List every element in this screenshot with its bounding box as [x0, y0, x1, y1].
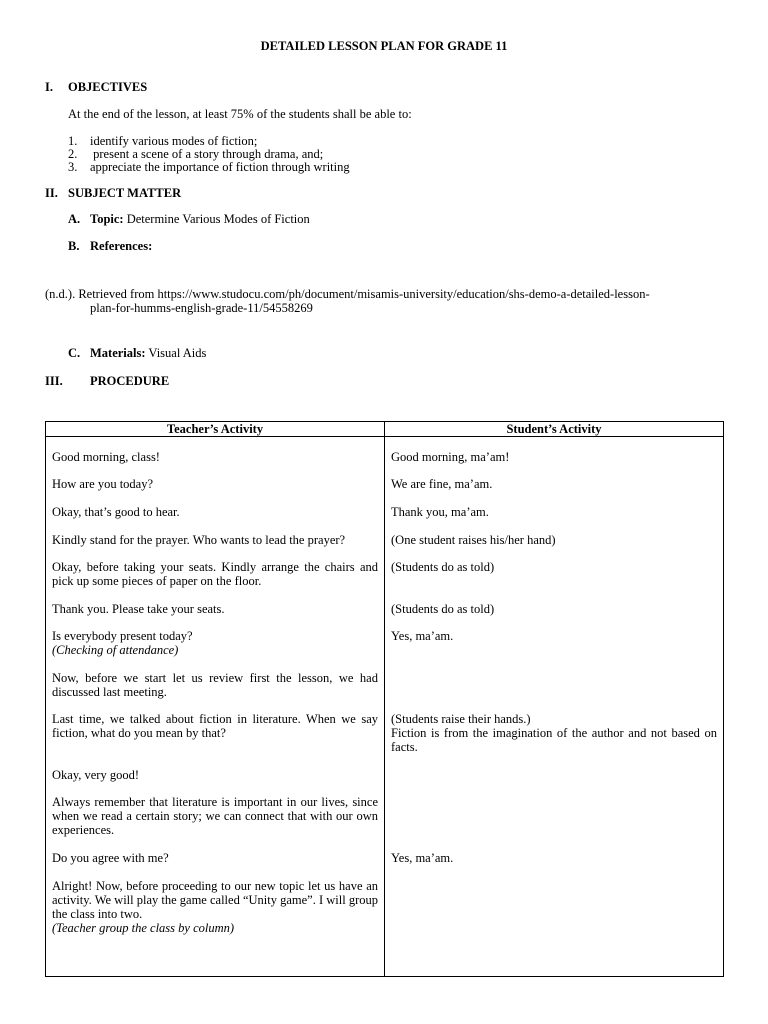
- student-line: Yes, ma’am.: [391, 851, 454, 865]
- objective-number: 3.: [68, 160, 78, 174]
- section-heading-procedure: PROCEDURE: [90, 374, 170, 388]
- materials-letter: C.: [68, 346, 81, 360]
- section-numeral-procedure: III.: [45, 374, 63, 388]
- reference-citation-continued: plan-for-humms-english-grade-11/54558269: [90, 301, 313, 315]
- teacher-line: How are you today?: [52, 477, 154, 491]
- references-letter: B.: [68, 239, 80, 253]
- references-label: References:: [90, 239, 153, 253]
- objective-number: 1.: [68, 134, 78, 148]
- objective-text: identify various modes of fiction;: [90, 134, 258, 148]
- topic-letter: A.: [68, 212, 81, 226]
- teacher-line: Alright! Now, before proceeding to our new topic let us have an activity. We will play the game called “Unity game”. I will group the class into two.: [52, 879, 378, 921]
- student-line: (Students raise their hands.): [391, 712, 531, 726]
- reference-citation: (n.d.). Retrieved from https://www.studocu.com/ph/document/misamis-university/education/shs-demo-a-detailed-lesson-: [45, 287, 650, 301]
- table-row: [46, 437, 724, 977]
- teacher-line: Do you agree with me?: [52, 851, 169, 865]
- document-title: DETAILED LESSON PLAN FOR GRADE 11: [260, 39, 508, 53]
- section-heading-objectives: OBJECTIVES: [68, 80, 148, 94]
- teacher-line: Okay, before taking your seats. Kindly arrange the chairs and pick up some pieces of paper on the floor.: [52, 560, 378, 588]
- materials-label: Materials:: [90, 346, 146, 360]
- topic-label: Topic:: [90, 212, 124, 226]
- column-header-student: Student’s Activity: [385, 422, 724, 437]
- teacher-column: [46, 437, 385, 977]
- teacher-stage-direction: (Teacher group the class by column): [52, 921, 235, 935]
- student-line: Yes, ma’am.: [391, 629, 454, 643]
- teacher-line: Thank you. Please take your seats.: [52, 602, 225, 616]
- student-line: Good morning, ma’am!: [391, 450, 510, 464]
- objective-item: [0, 160, 768, 174]
- section-numeral-objectives: I.: [45, 80, 53, 94]
- topic-line: [90, 212, 310, 226]
- teacher-line: Last time, we talked about fiction in literature. When we say fiction, what do you mean by that?: [52, 712, 378, 740]
- teacher-line: Okay, very good!: [52, 768, 140, 782]
- teacher-line: Okay, that’s good to hear.: [52, 505, 180, 519]
- objective-number: 2.: [68, 147, 78, 161]
- teacher-line: Now, before we start let us review first the lesson, we had discussed last meeting.: [52, 671, 378, 699]
- student-line: (One student raises his/her hand): [391, 533, 556, 547]
- objective-item: [0, 147, 768, 161]
- objective-item: [0, 134, 768, 148]
- materials-value: Visual Aids: [145, 346, 207, 360]
- student-line: We are fine, ma’am.: [391, 477, 493, 491]
- objective-text: present a scene of a story through drama, and;: [90, 147, 324, 161]
- teacher-line: Good morning, class!: [52, 450, 160, 464]
- teacher-stage-direction: (Checking of attendance): [52, 643, 179, 657]
- section-heading-subject-matter: SUBJECT MATTER: [68, 186, 182, 200]
- student-line: Fiction is from the imagination of the author and not based on facts.: [391, 726, 717, 754]
- materials-line: [90, 346, 206, 360]
- table-header-row: [46, 422, 724, 437]
- student-line: (Students do as told): [391, 602, 495, 616]
- student-line: (Students do as told): [391, 560, 495, 574]
- procedure-table: [45, 421, 724, 977]
- column-header-teacher: Teacher’s Activity: [46, 422, 385, 437]
- objectives-intro: At the end of the lesson, at least 75% of the students shall be able to:: [68, 107, 412, 121]
- teacher-line: Always remember that literature is important in our lives, since when we read a certain story; we can connect that with our own experiences.: [52, 795, 378, 837]
- section-numeral-subject-matter: II.: [45, 186, 58, 200]
- topic-value: Determine Various Modes of Fiction: [123, 212, 310, 226]
- teacher-line: Is everybody present today?: [52, 629, 193, 643]
- objective-text: appreciate the importance of fiction through writing: [90, 160, 350, 174]
- student-line: Thank you, ma’am.: [391, 505, 489, 519]
- student-column: [385, 437, 724, 977]
- teacher-line: Kindly stand for the prayer. Who wants to lead the prayer?: [52, 533, 346, 547]
